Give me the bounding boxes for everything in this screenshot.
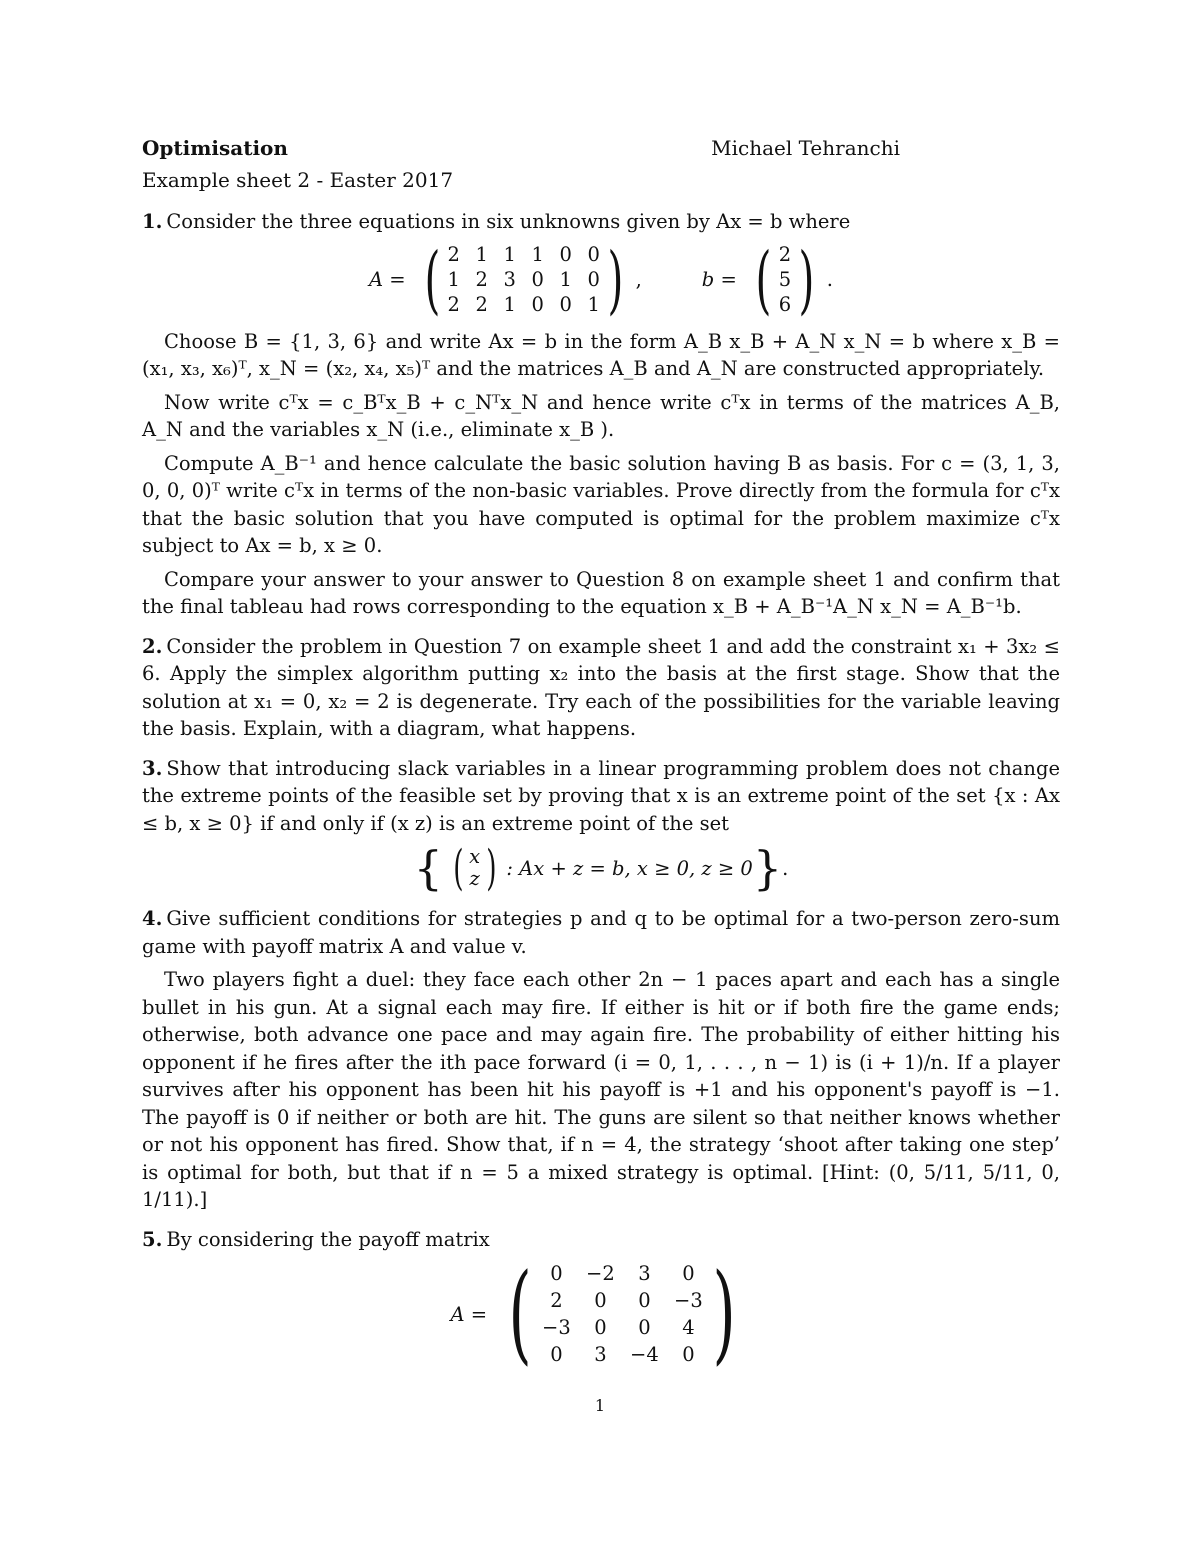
- matrix-a1-cell: 0: [531, 268, 544, 291]
- question-5-matrix: A = ( 0 −2 3 0 2 0 0 −3 −3 0 0 4 0 3 −4 0 ): [142, 1259, 1060, 1369]
- matrix-a1-cell: 1: [475, 243, 488, 266]
- page-number: 1: [594, 1396, 606, 1415]
- matrix-a5-cell: 2: [550, 1289, 563, 1312]
- vector-b1-cell: 5: [778, 268, 792, 291]
- matrix-a5-cell: 0: [594, 1289, 607, 1312]
- matrix-a5-cell: 0: [638, 1316, 651, 1339]
- matrix-a1-cell: 0: [559, 293, 572, 316]
- question-5-number: 5.: [142, 1227, 163, 1251]
- matrix-a5-cell: 0: [594, 1316, 607, 1339]
- vector-b1-cell: 6: [778, 293, 792, 316]
- matrix-a1-cell: 0: [531, 293, 544, 316]
- matrix-a5-cell: −3: [542, 1316, 571, 1339]
- question-4: [142, 905, 1060, 960]
- question-1-number: 1.: [142, 210, 163, 233]
- vector-b1-cell: 2: [778, 243, 792, 266]
- question-3: [142, 755, 1060, 838]
- matrix-a1-cell: 0: [587, 268, 600, 291]
- matrix-A-q1: ( 2 1 1 1 0 0 1 2 3 0 1 0 2 2 1 0 0 1 ): [424, 236, 624, 323]
- sheet-title: Optimisation: [142, 136, 288, 160]
- question-3-number: 3.: [142, 756, 163, 780]
- matrix-a5-cell: −4: [630, 1343, 659, 1366]
- question-4-text-2: Two players fight a duel: they face each other 2n − 1 paces apart and each has a single bullet in his gun. At a signal each may fire. If either is hit or if both fire the game ends; otherwise, both advance one pace and may again fire. The probability of either hitting his opponent if he fires after the ith pace forward (i = 0, 1, . . . , n − 1) is (i + 1)/n. If a player survives after his opponent has been hit his payoff is +1 and his opponent's payoff is −1. The payoff is 0 if neither or both are hit. The guns are silent so that neither knows whether or not his opponent has fired. Show that, if n = 4, the strategy ‘shoot after taking one step’ is optimal for both, but that if n = 5 a mixed strategy is optimal. [Hint: (0, 5/11, 5/11, 0, 1/11).]: [142, 968, 1060, 1211]
- paper-page: [142, 136, 1060, 1379]
- question-4-text-1: Give sufficient conditions for strategies p and q to be optimal for a two-person zero-sum game with payoff matrix A and value v.: [142, 907, 1060, 958]
- matrix-a5-cell: −2: [586, 1262, 615, 1285]
- matrix-a5-cell: 0: [638, 1289, 651, 1312]
- set-condition: : Ax + z = b, x ≥ 0, z ≥ 0: [506, 856, 753, 880]
- matrix-a5-cell: 0: [682, 1262, 695, 1285]
- question-5: [142, 1226, 1060, 1254]
- author-name: Michael Tehranchi: [711, 136, 900, 160]
- question-1-equation: A = ( 2 1 1 1 0 0 1 2 3 0 1 0 2 2 1 0 0 1 ) , b = ( 2 5 6 ) .: [369, 236, 833, 323]
- matrix-a1-cell: 2: [475, 293, 488, 316]
- question-1-intro: [142, 208, 1060, 236]
- question-3-set: { ( x z ) : Ax + z = b, x ≥ 0, z ≥ 0 } .: [413, 840, 789, 896]
- matrix-a1-cell: 3: [503, 268, 516, 291]
- question-1-para-1: Choose B = {1, 3, 6} and write Ax = b in the form A_B x_B + A_N x_N = b where x_B = (x₁, x₃, x₆)ᵀ, x_N = (x₂, x₄, x₅)ᵀ and the matrices A_B and A_N are constructed appropriately.: [142, 329, 1060, 380]
- matrix-a1-cell: 2: [447, 293, 460, 316]
- question-3-text: Show that introducing slack variables in a linear programming problem does not change the extreme points of the feasible set by proving that x is an extreme point of the set {x : Ax ≤ b, x ≥ 0} if and only if (x z) is an extreme point of the set: [142, 756, 1060, 835]
- question-4-number: 4.: [142, 907, 163, 930]
- sheet-subtitle: Example sheet 2 - Easter 2017: [142, 168, 454, 192]
- question-1-para-4: Compare your answer to your answer to Question 8 on example sheet 1 and confirm that the final tableau had rows corresponding to the equation x_B + A_B⁻¹A_N x_N = A_B⁻¹b.: [142, 567, 1060, 618]
- question-2-number: 2.: [142, 634, 163, 658]
- matrix-a1-cell: 1: [503, 293, 516, 316]
- question-1-para-3: Compute A_B⁻¹ and hence calculate the basic solution having B as basis. For c = (3, 1, 3, 0, 0, 0)ᵀ write cᵀx in terms of the non-basic variables. Prove directly from the formula for cᵀx that the basic solution that you have computed is optimal for the problem maximize cᵀx subject to Ax = b, x ≥ 0.: [142, 451, 1060, 557]
- question-5-text: By considering the payoff matrix: [166, 1227, 490, 1251]
- matrix-a1-cell: 2: [475, 268, 488, 291]
- matrix-a5-cell: 0: [550, 1343, 563, 1366]
- matrix-a5-cell: 3: [638, 1262, 651, 1285]
- matrix-a1-cell: 1: [447, 268, 460, 291]
- matrix-a1-cell: 0: [587, 243, 600, 266]
- matrix-a1-cell: 1: [503, 243, 516, 266]
- question-2-text: Consider the problem in Question 7 on example sheet 1 and add the constraint x₁ + 3x₂ ≤ 6. Apply the simplex algorithm putting x₂ into the basis at the first stage. Show that the solution at x₁ = 0, x₂ = 2 is degenerate. Try each of the possibilities for the variable leaving the basis. Explain, with a diagram, what happens.: [142, 634, 1060, 740]
- matrix-a5-cell: 3: [594, 1343, 607, 1366]
- header: [142, 136, 1060, 168]
- matrix-a1-cell: 1: [531, 243, 544, 266]
- vector-b-q1: ( 2 5 6 ): [755, 236, 815, 323]
- matrix-a1-cell: 0: [559, 243, 572, 266]
- matrix-a1-cell: 1: [587, 293, 600, 316]
- matrix-a1-cell: 2: [447, 243, 460, 266]
- matrix-a1-cell: 1: [559, 268, 572, 291]
- matrix-a5-cell: 4: [682, 1316, 695, 1339]
- question-1-para-2: Now write cᵀx = c_Bᵀx_B + c_Nᵀx_N and hence write cᵀx in terms of the matrices A_B, A_N and the variables x_N (i.e., eliminate x_B ).: [142, 390, 1060, 441]
- question-2: [142, 633, 1060, 743]
- matrix-a5-cell: 0: [550, 1262, 563, 1285]
- matrix-A-q5: ( 0 −2 3 0 2 0 0 −3 −3 0 0 4 0 3 −4 0 ): [508, 1251, 737, 1376]
- question-1-intro-text: Consider the three equations in six unknowns given by Ax = b where: [166, 210, 851, 233]
- matrix-a5-cell: 0: [682, 1343, 695, 1366]
- matrix-a5-cell: −3: [674, 1289, 703, 1312]
